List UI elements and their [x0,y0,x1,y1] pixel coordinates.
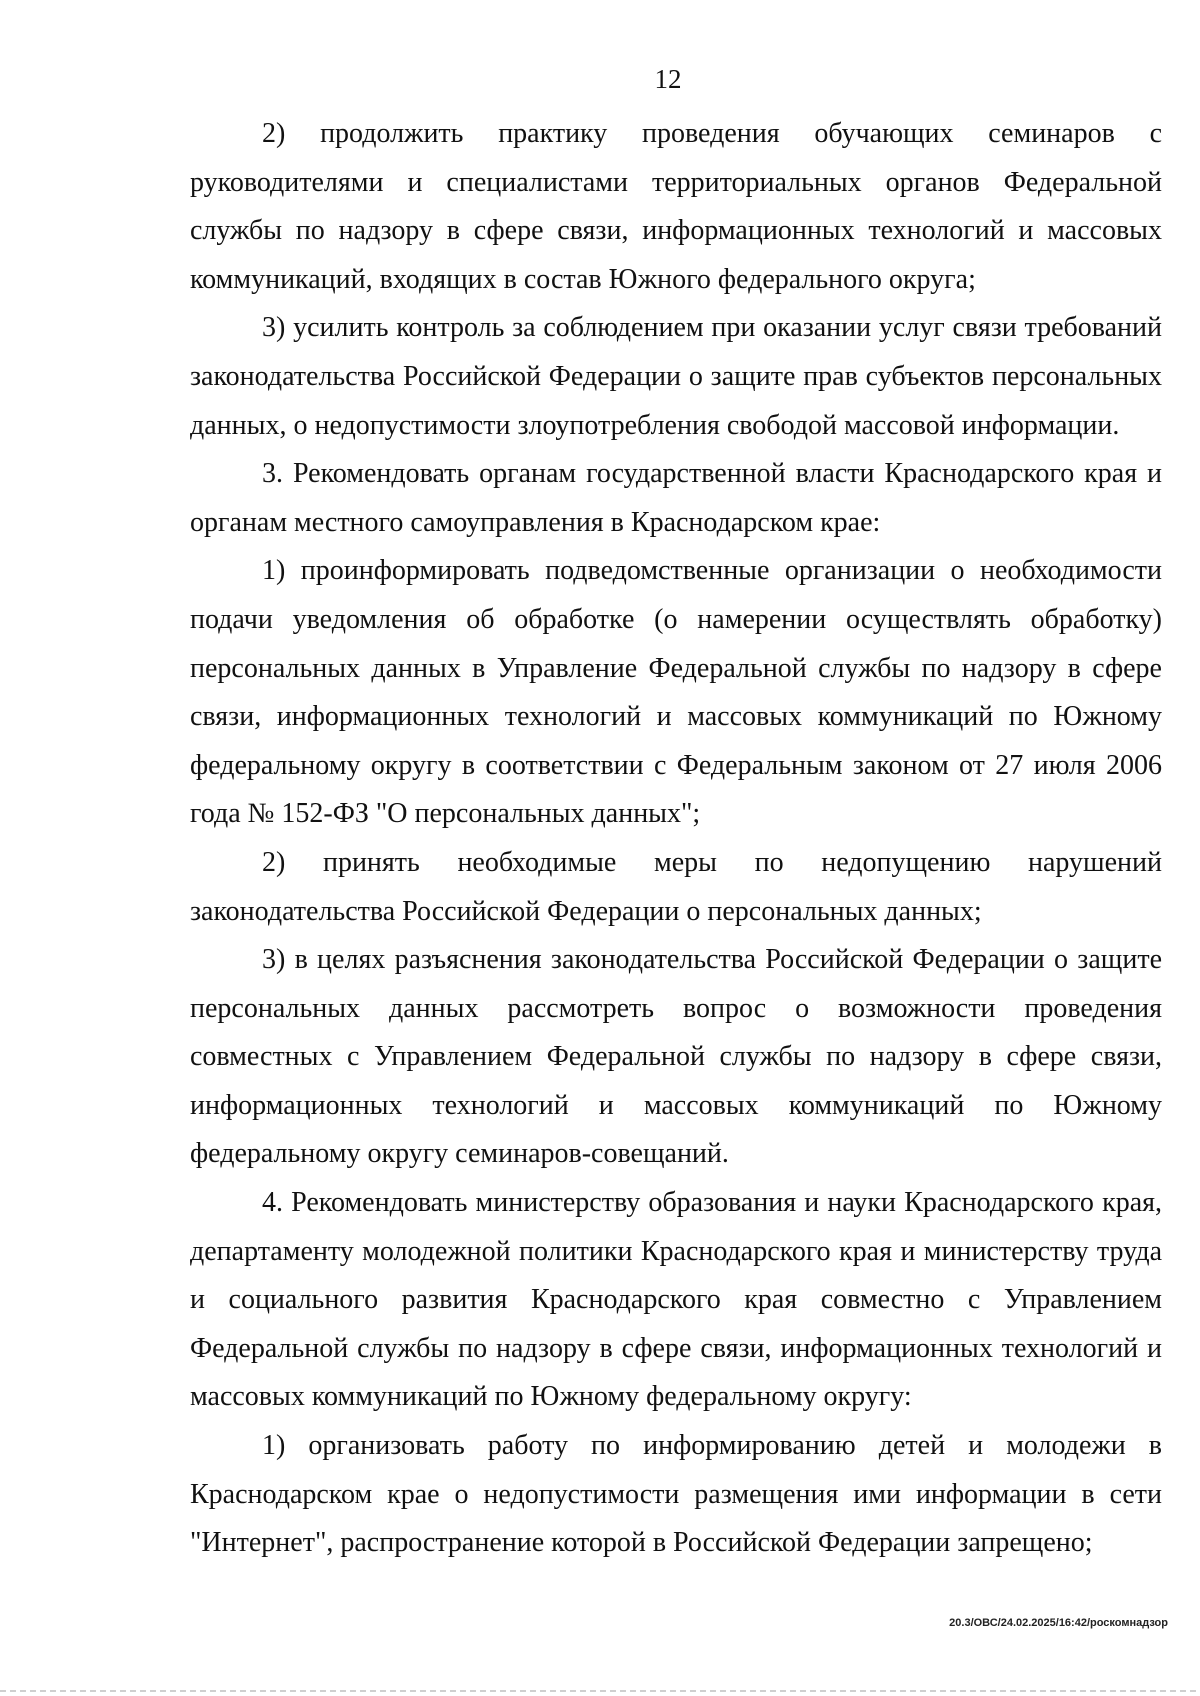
paragraph-section-3-item-2: 2) принять необходимые меры по недопущению нарушений законодательства Российской Федерации о персональных данных; [190,846,1162,927]
paragraph-section-3: 3. Рекомендовать органам государственной власти Краснодарского края и органам местного самоуправления в Краснодарском крае: [190,458,1162,538]
scan-edge-line [0,1690,1200,1692]
paragraph-item-3: 3) усилить контроль за соблюдением при оказании услуг связи требований законодательства Российской Федерации о защите прав субъектов персональных данных, о недопустимости злоупотребления свободой массовой информации. [190,312,1162,441]
paragraph-item-2: 2) продолжить практику проведения обучающих семинаров с руководителями и специалистами территориальных органов Федеральной службы по надзору в сфере связи, информационных технологий и массовых коммуникаций, входящих в состав Южного федерального округа; [190,118,1162,295]
page-number: 12 [654,64,682,94]
footer-registration-code: 20.3/ОВС/24.02.2025/16:42/роскомнадзор [949,1617,1168,1629]
paragraph-section-3-item-1: 1) проинформировать подведомственные организации о необходимости подачи уведомления об обработке (о намерении осуществлять обработку) персональных данных в Управление Федеральной службы по надзору в сфере связи, информационных технологий и массовых коммуникаций по Южному федеральному округу в соответствии с Федеральным законом от 27 июля 2006 года № 152-ФЗ "О персональных данных"; [190,555,1162,830]
paragraph-section-4: 4. Рекомендовать министерству образования и науки Краснодарского края, департаменту молодежной политики Краснодарского края и министерству труда и социального развития Краснодарского края совместно с Управлением Федеральной службы по надзору в сфере связи, информационных технологий и массовых коммуникаций по Южному федеральному округу: [190,1187,1162,1413]
paragraph-section-3-item-3: 3) в целях разъяснения законодательства Российской Федерации о защите персональных данных рассмотреть вопрос о возможности проведения совместных с Управлением Федеральной службы по надзору в сфере связи, информационных технологий и массовых коммуникаций по Южному федеральному округу семинаров-совещаний. [190,944,1162,1170]
paragraph-section-4-item-1: 1) организовать работу по информированию детей и молодежи в Краснодарском крае о недопустимости размещения ими информации в сети "Интернет", распространение которой в Российской Федерации запрещено; [190,1430,1162,1559]
document-body [190,110,1162,1568]
